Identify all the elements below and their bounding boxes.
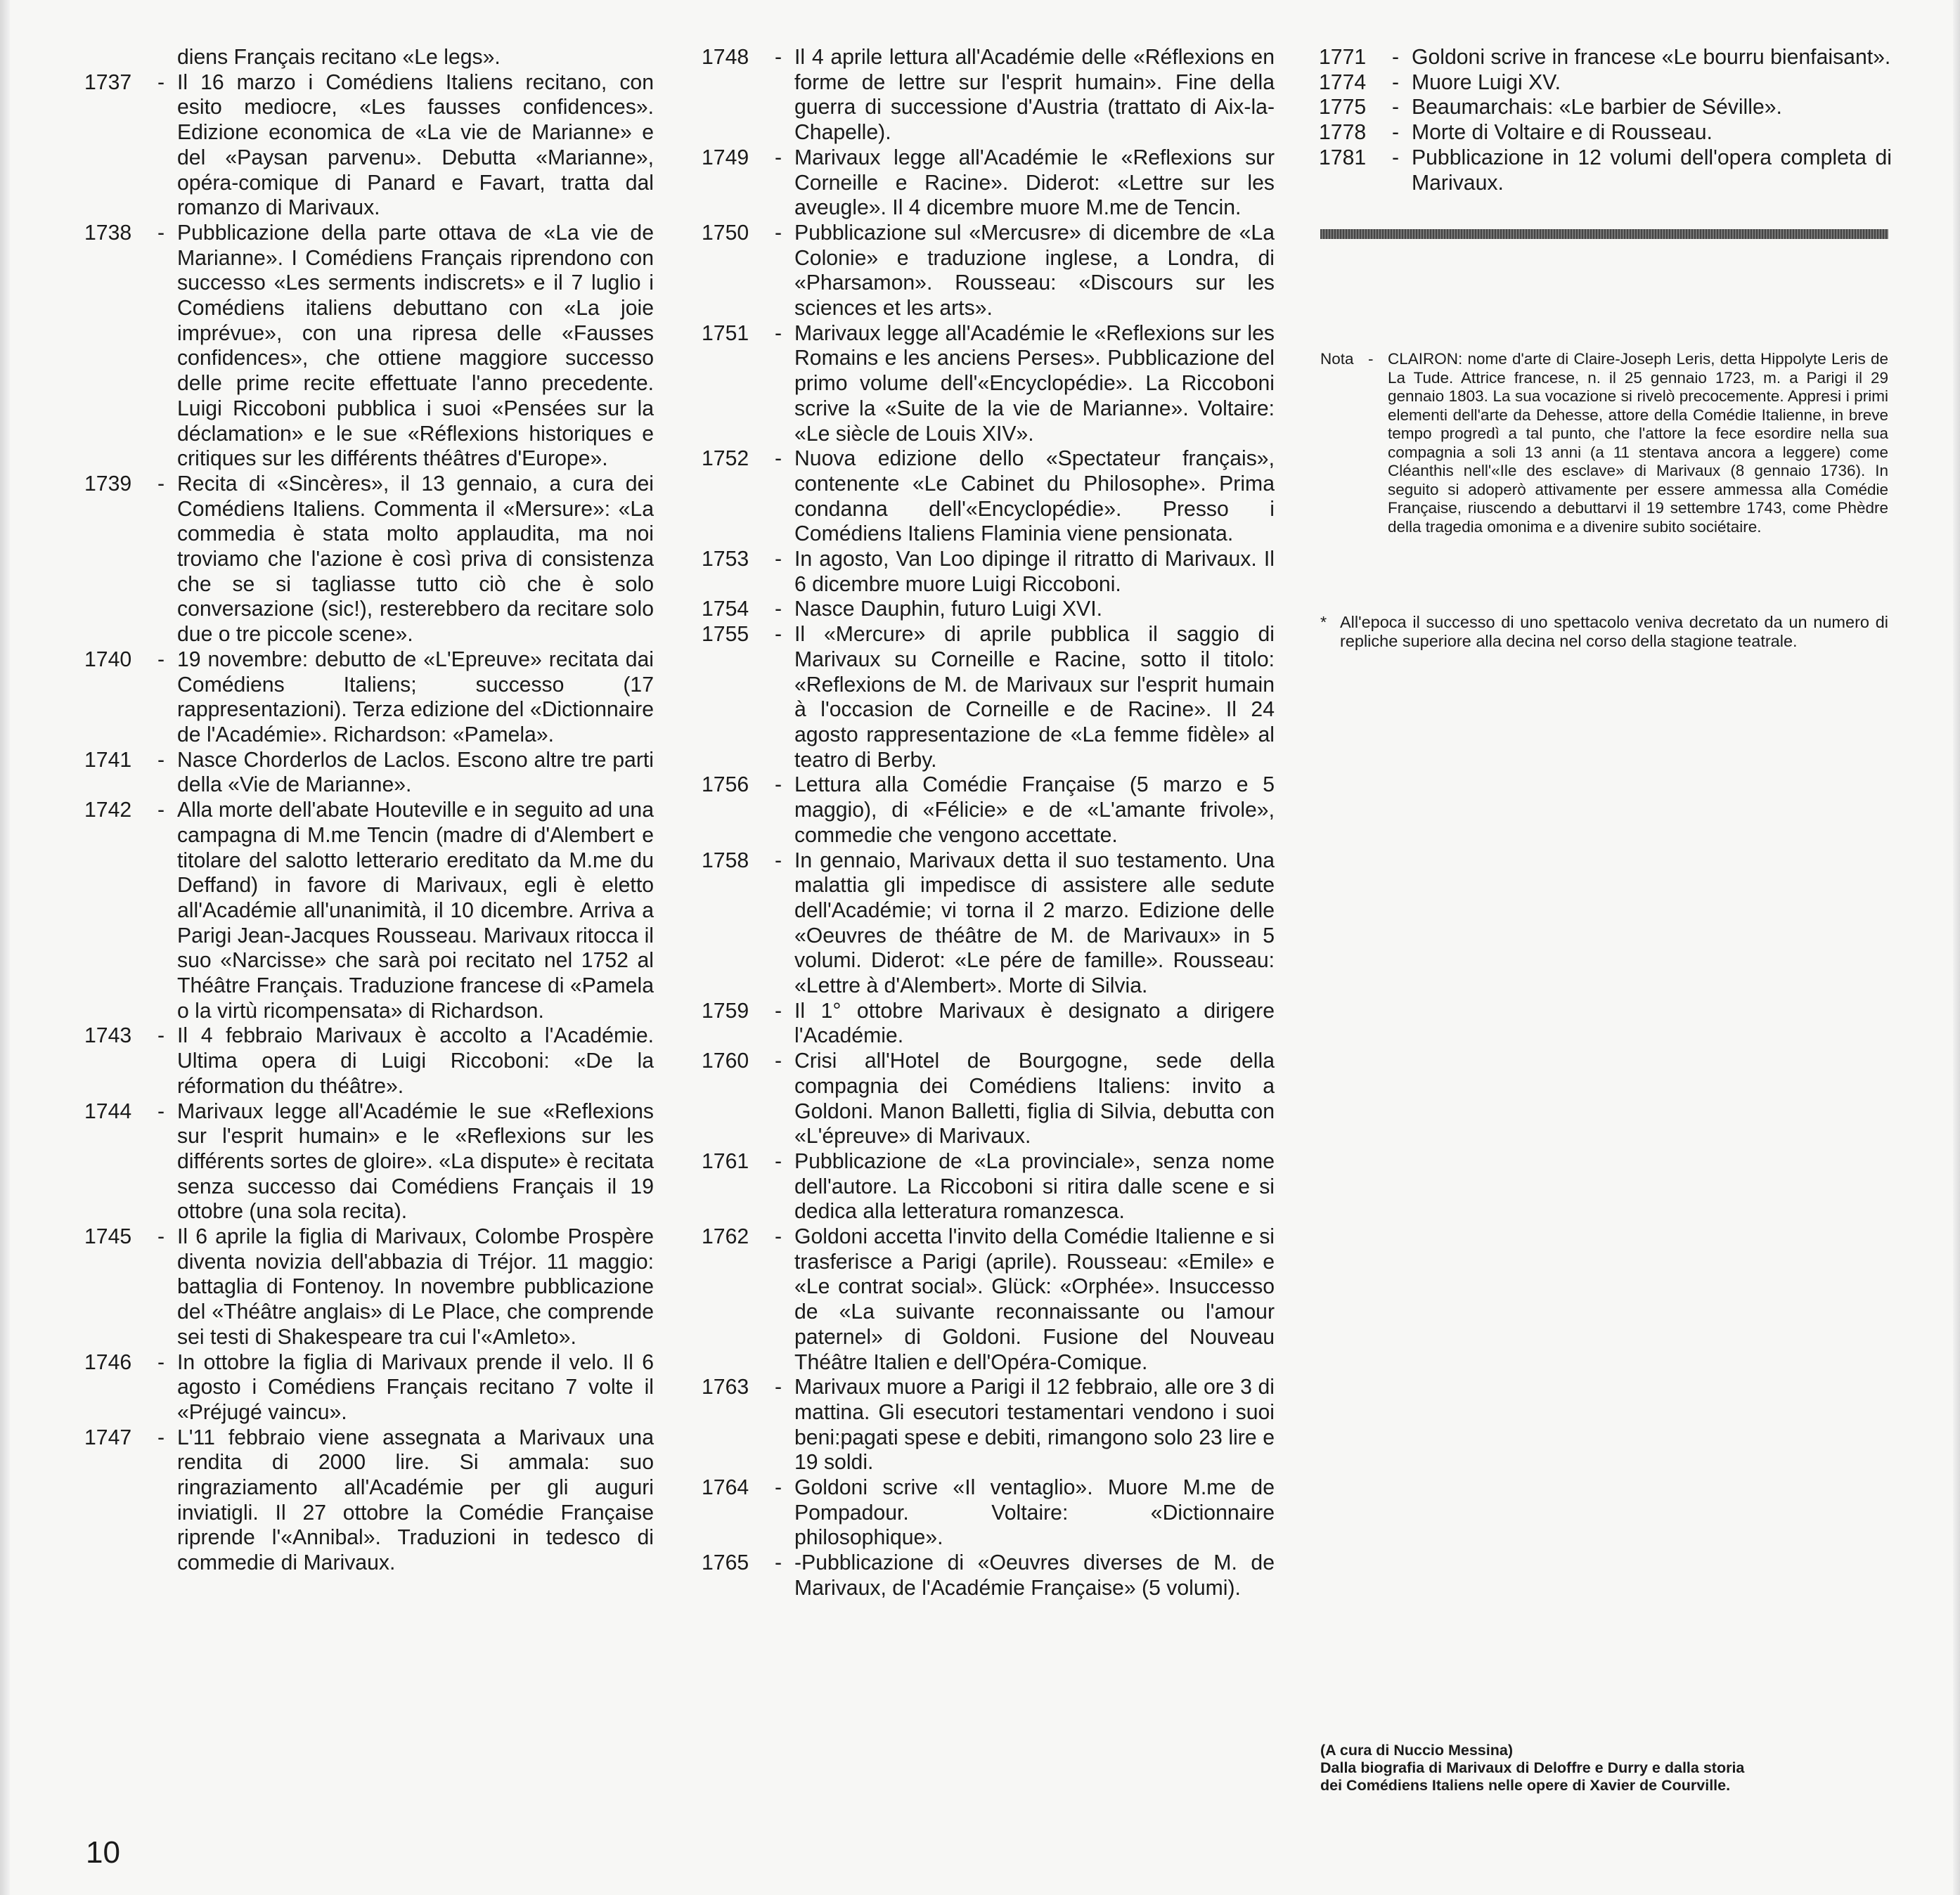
entry-text: Il 1° ottobre Marivaux è designato a dirigere l'Académie.	[794, 999, 1275, 1048]
entry-separator: -	[1392, 46, 1400, 69]
entry-year: 1774	[1319, 70, 1367, 94]
entry-separator: -	[775, 999, 782, 1023]
entry-separator: -	[157, 748, 165, 772]
timeline-entry	[84, 748, 654, 798]
credit-line-1: (A cura di Nuccio Messina)	[1320, 1742, 1513, 1759]
timeline-entry	[84, 221, 654, 472]
timeline-entry	[84, 1099, 654, 1225]
entry-year: 1743	[84, 1024, 132, 1048]
entry-separator: -	[775, 623, 782, 647]
timeline-entry	[702, 772, 1275, 848]
entry-year: 1775	[1319, 96, 1367, 119]
continued-entry-text: diens Français recitano «Le legs».	[177, 46, 501, 69]
entry-text: Pubblicazione della parte ottava de «La vie de Marianne». I Comédiens Français riprendono con successo «Les serments indiscrets» e il 7 luglio i Comédiens italiens debuttano con «La joie imprévue», con una ripresa delle «Fausses confidences», che ottiene maggiore successo delle prime recite effettuate l'anno precedente. Luigi Riccoboni pubblica i suoi «Pensées sur la déclamation» e le sue «Réflexions historiques e critiques sur les différents théâtres d'Europe».	[177, 221, 654, 471]
note-text: CLAIRON: nome d'arte di Claire-Joseph Leris, detta Hippolyte Leris de La Tude. Attrice francese, n. il 25 gennaio 1723, m. a Parigi il 29 gennaio 1803. La sua vocazione si rivelò precocemente. Appresi i primi elementi dell'arte da Dehesse, attore della Comédie Italienne, in breve tempo progredì a tal punto, che l'attore la fece esordire nella sua compagnia a soli 13 anni (a 11 stentava ancora a leggere) come Cléanthis nell'«Ile des esclave» di Marivaux (8 gennaio 1736). In seguito si adoperò attivamente per essere ammessa alla Comédie Française, riuscendo a debuttarvi il 19 settembre 1743, come Phèdre della tragedia omonima e a divenire subito sociétaire.	[1388, 350, 1888, 536]
timeline-entry	[702, 45, 1275, 145]
entry-separator: -	[157, 221, 165, 245]
entry-text: Pubblicazione in 12 volumi dell'opera completa di Marivaux.	[1412, 145, 1892, 195]
entry-separator: -	[775, 773, 782, 797]
entry-separator: -	[1392, 121, 1400, 145]
timeline-entry	[84, 472, 654, 647]
timeline-entry	[702, 1375, 1275, 1475]
entry-separator: -	[775, 1149, 782, 1173]
entry-year: 1764	[702, 1476, 749, 1500]
entry-year: 1761	[702, 1149, 749, 1173]
entry-text: Lettura alla Comédie Française (5 marzo e 5 maggio), di «Félicie» e de «L'amante frivole», commedie che vengono accettate.	[794, 773, 1275, 847]
entry-separator: -	[775, 597, 782, 621]
entry-text: Recita di «Sincères», il 13 gennaio, a cura dei Comédiens Italiens. Commenta il «Mersure»: «La commedia è stata molto applaudita, ma noi troviamo che l'azione è così priva di consistenza che se si tagliasse tutto ciò che è solo conversazione (sic!), resterebbero da recitare solo due o tre piccole scene».	[177, 472, 654, 647]
entry-year: 1746	[84, 1350, 132, 1374]
timeline-entry	[84, 1224, 654, 1350]
entry-separator: -	[157, 647, 165, 671]
entry-text: Nasce Dauphin, futuro Luigi XVI.	[794, 597, 1102, 621]
entry-text: Marivaux legge all'Académie le sue «Reflexions sur l'esprit humain» e le «Reflexions sur les différents sortes de gloire». «La dispute» è recitata senza successo dai Comédiens Français il 19 ottobre (una sola recita).	[177, 1099, 654, 1224]
entry-separator: -	[157, 70, 165, 94]
entry-text: Pubblicazione de «La provinciale», senza nome dell'autore. La Riccoboni si ritira dalle scene e si dedica alla letteratura romanzesca.	[794, 1149, 1275, 1224]
section-divider-rule	[1320, 229, 1888, 239]
timeline-entry	[702, 1224, 1275, 1375]
timeline-entry	[84, 1023, 654, 1099]
entry-separator: -	[775, 1049, 782, 1073]
entry-year: 1740	[84, 647, 132, 671]
entry-text: Il «Mercure» di aprile pubblica il saggio di Marivaux su Corneille e Racine, sotto il titolo: «Reflexions de M. de Marivaux sur l'esprit humain à l'occasion de Corneille e de Racine». Il 24 agosto rappresentazione de «La femme fidèle» al teatro di Berby.	[794, 623, 1275, 772]
entry-year: 1763	[702, 1376, 749, 1399]
entry-separator: -	[157, 798, 165, 822]
timeline-entry	[702, 999, 1275, 1049]
entry-separator: -	[775, 1476, 782, 1500]
entry-year: 1754	[702, 597, 749, 621]
entry-year: 1753	[702, 548, 749, 571]
entry-year: 1752	[702, 447, 749, 471]
entry-year: 1762	[702, 1225, 749, 1249]
entry-separator: -	[157, 472, 165, 496]
entry-year: 1771	[1319, 46, 1367, 69]
entry-text: Il 4 febbraio Marivaux è accolto a l'Académie. Ultima opera di Luigi Riccoboni: «De la réformation du théâtre».	[177, 1024, 654, 1098]
entries-list-2	[702, 45, 1275, 1601]
entry-year: 1747	[84, 1425, 132, 1449]
credit-line-2: Dalla biografia di Marivaux di Deloffre e Durry e dalla storia	[1320, 1759, 1745, 1776]
timeline-entry	[702, 597, 1275, 622]
entry-year: 1756	[702, 773, 749, 797]
entry-year: 1758	[702, 848, 749, 872]
credit-block	[1320, 1742, 1888, 1794]
entry-separator: -	[775, 1376, 782, 1399]
entries-list-3	[1319, 45, 1892, 195]
entry-year: 1745	[84, 1225, 132, 1249]
note-dash: -	[1368, 350, 1374, 368]
entry-separator: -	[775, 548, 782, 571]
entry-year: 1737	[84, 70, 132, 94]
entry-year: 1759	[702, 999, 749, 1023]
timeline-entry	[702, 848, 1275, 999]
credit-line-3: dei Comédiens Italiens nelle opere di Xavier de Courville.	[1320, 1777, 1731, 1794]
page-left-edge	[0, 0, 10, 1895]
chronology-column-1	[84, 45, 654, 1576]
footnote-text: All'epoca il successo di uno spettacolo veniva decretato da un numero di repliche superiore alla decina nel corso della stagione teatrale.	[1340, 613, 1888, 650]
entry-year: 1749	[702, 145, 749, 169]
entry-text: Marivaux legge all'Académie le «Reflexions sur les Romains e les anciens Perses». Pubblicazione del primo volume dell'«Encyclopédie». La Riccoboni scrive la «Suite de la vie de Marianne». Voltaire: «Le siècle de Louis XIV».	[794, 321, 1275, 446]
entry-text: Alla morte dell'abate Houteville e in seguito ad una campagna di M.me Tencin (madre di d'Alembert e titolare del salotto letterario ereditato da M.me du Deffand) in favore di Marivaux, egli è eletto all'Académie all'unanimità, il 10 dicembre. Arriva a Parigi Jean-Jacques Rousseau. Marivaux ritocca il suo «Narcisse» che sarà poi recitato nel 1752 al Théâtre Français. Traduzione francese di «Pamela o la virtù ricompensata» di Richardson.	[177, 798, 654, 1023]
entry-separator: -	[1392, 96, 1400, 119]
timeline-entry	[84, 647, 654, 748]
footnote-mark: *	[1320, 613, 1327, 631]
timeline-entry	[702, 622, 1275, 772]
chronology-column-2	[702, 45, 1275, 1601]
entry-text: Marivaux muore a Parigi il 12 febbraio, alle ore 3 di mattina. Gli esecutori testamentari vendono i suoi beni:pagati spese e debiti, rimangono solo 23 lire e 19 soldi.	[794, 1376, 1275, 1475]
entry-separator: -	[157, 1350, 165, 1374]
timeline-entry	[84, 798, 654, 1023]
entry-text: 19 novembre: debutto de «L'Epreuve» recitata dai Comédiens Italiens; successo (17 rappresentazioni). Terza edizione del «Dictionnaire de l'Académie». Richardson: «Pamela».	[177, 647, 654, 746]
entry-year: 1750	[702, 221, 749, 245]
entry-year: 1778	[1319, 121, 1367, 145]
entry-text: Nuova edizione dello «Spectateur français», contenente «Le Cabinet du Philosophe». Prima condanna dell'«Encyclopédie». Presso i Comédiens Italiens Flaminia viene pensionata.	[794, 447, 1275, 546]
timeline-entry	[1319, 145, 1892, 195]
timeline-entry	[702, 1149, 1275, 1224]
entry-text: Muore Luigi XV.	[1412, 70, 1561, 94]
entry-year: 1739	[84, 472, 132, 496]
entry-text: Goldoni scrive «Il ventaglio». Muore M.me de Pompadour. Voltaire: «Dictionnaire philosophique».	[794, 1476, 1275, 1550]
entry-year: 1755	[702, 623, 749, 647]
timeline-entry	[702, 547, 1275, 597]
entry-text: Nasce Chorderlos de Laclos. Escono altre tre parti della «Vie de Marianne».	[177, 748, 654, 797]
timeline-entry	[1319, 95, 1892, 120]
entry-year: 1781	[1319, 145, 1367, 169]
entry-text: Crisi all'Hotel de Bourgogne, sede della compagnia dei Comédiens Italiens: invito a Goldoni. Manon Balletti, figlia di Silvia, debutta con «L'épreuve» di Marivaux.	[794, 1049, 1275, 1149]
entry-year: 1744	[84, 1099, 132, 1123]
entry-text: Marivaux legge all'Académie le «Reflexions sur Corneille e Racine». Diderot: «Lettre sur les aveugle». Il 4 dicembre muore M.me de Tencin.	[794, 145, 1275, 220]
timeline-entry	[702, 446, 1275, 547]
entry-separator: -	[775, 1225, 782, 1249]
entry-year: 1765	[702, 1551, 749, 1575]
timeline-entry	[702, 1475, 1275, 1551]
entry-separator: -	[775, 321, 782, 345]
note-label: Nota	[1320, 350, 1354, 368]
timeline-entry	[1319, 120, 1892, 145]
entry-separator: -	[775, 848, 782, 872]
entry-text: Morte di Voltaire e di Rousseau.	[1412, 121, 1713, 145]
timeline-entry	[702, 1049, 1275, 1149]
page-number: 10	[86, 1835, 120, 1870]
entry-separator: -	[775, 221, 782, 245]
entry-separator: -	[775, 447, 782, 471]
chronology-column-3	[1319, 45, 1892, 195]
entries-list-1	[84, 70, 654, 1576]
entry-text: Beaumarchais: «Le barbier de Séville».	[1412, 96, 1782, 119]
entry-text: Il 6 aprile la figlia di Marivaux, Colombe Prospère diventa novizia dell'abbazia di Tréjor. 11 maggio: battaglia di Fontenoy. In novembre pubblicazione del «Théâtre anglais» di Le Place, che comprende sei testi di Shakespeare tra cui l'«Amleto».	[177, 1225, 654, 1349]
entry-text: Il 16 marzo i Comédiens Italiens recitano, con esito mediocre, «Les fausses confidences». Edizione economica de «La vie de Marianne» e del «Paysan parvenu». Debutta «Marianne», opéra-comique di Panard e Favart, tratta dal romanzo di Marivaux.	[177, 70, 654, 220]
entry-year: 1760	[702, 1049, 749, 1073]
entry-separator: -	[157, 1425, 165, 1449]
entry-year: 1748	[702, 46, 749, 69]
entry-separator: -	[775, 46, 782, 69]
entry-text: L'11 febbraio viene assegnata a Marivaux una rendita di 2000 lire. Si ammala: suo ringraziamento all'Académie per gli auguri inviatigli. Il 27 ottobre la Comédie Française riprende l'«Annibal». Traduzioni in tedesco di commedie di Marivaux.	[177, 1425, 654, 1575]
entry-text: In agosto, Van Loo dipinge il ritratto di Marivaux. Il 6 dicembre muore Luigi Riccoboni.	[794, 548, 1275, 596]
entry-separator: -	[1392, 145, 1400, 169]
entry-separator: -	[157, 1099, 165, 1123]
entry-text: Il 4 aprile lettura all'Académie delle «Réflexions en forme de lettre sur l'esprit humain». Fine della guerra di successione d'Austria (trattato di Aix-la-Chapelle).	[794, 46, 1275, 145]
entry-text: Goldoni scrive in francese «Le bourru bienfaisant».	[1412, 46, 1891, 69]
entry-text: In ottobre la figlia di Marivaux prende il velo. Il 6 agosto i Comédiens Français recitano 7 volte il «Préjugé vaincu».	[177, 1350, 654, 1424]
entry-year: 1751	[702, 321, 749, 345]
entry-separator: -	[157, 1225, 165, 1249]
timeline-entry	[1319, 70, 1892, 96]
timeline-entry	[702, 145, 1275, 221]
entry-text: Goldoni accetta l'invito della Comédie Italienne e si trasferisce a Parigi (aprile). Rousseau: «Emile» e «Le contrat social». Glück: «Orphée». Insuccesso de «La suivante reconnaissante ou l'amour paternel» di Goldoni. Fusione del Nouveau Théâtre Italien e dell'Opéra-Comique.	[794, 1225, 1275, 1374]
entry-text: In gennaio, Marivaux detta il suo testamento. Una malattia gli impedisce di assistere alle sedute dell'Académie; vi torna il 2 marzo. Edizione delle «Oeuvres de théâtre de M. de Marivaux» in 5 volumi. Diderot: «Le pére de famille». Rousseau: «Lettre à d'Alembert». Morte di Silvia.	[794, 848, 1275, 998]
entry-year: 1742	[84, 798, 132, 822]
timeline-entry	[84, 1350, 654, 1425]
entry-text: -Pubblicazione di «Oeuvres diverses de M. de Marivaux, de l'Académie Française» (5 volumi).	[794, 1551, 1275, 1600]
timeline-entry	[702, 221, 1275, 321]
entry-year: 1738	[84, 221, 132, 245]
timeline-entry	[84, 70, 654, 221]
entry-text: Pubblicazione sul «Mercusre» di dicembre de «La Colonie» e traduzione inglese, a Londra, di «Pharsamon». Rousseau: «Discours sur les sciences et les arts».	[794, 221, 1275, 321]
entry-separator: -	[157, 1024, 165, 1048]
page-right-edge	[1953, 0, 1960, 1895]
footnote-block	[1320, 613, 1888, 651]
timeline-entry	[1319, 45, 1892, 70]
entry-separator: -	[1392, 70, 1400, 94]
timeline-entry	[702, 1551, 1275, 1600]
timeline-entry	[84, 1425, 654, 1576]
entry-year: 1741	[84, 748, 132, 772]
timeline-entry	[702, 321, 1275, 447]
note-block	[1320, 350, 1888, 536]
entry-separator: -	[775, 145, 782, 169]
entry-separator: -	[775, 1551, 782, 1575]
